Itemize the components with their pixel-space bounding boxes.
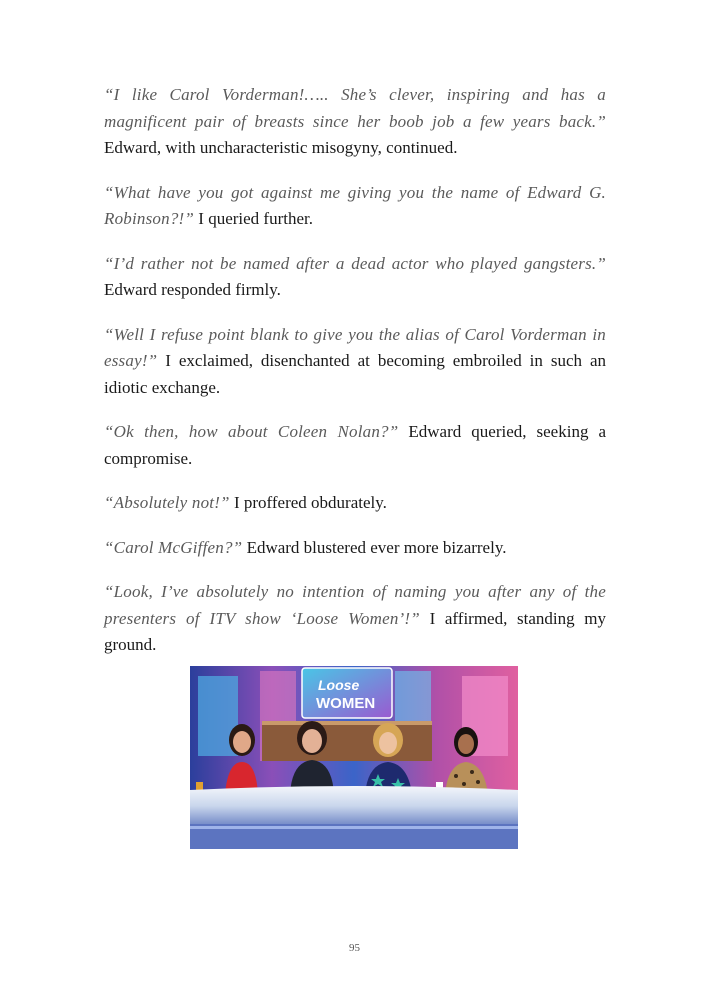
page-number: 95 <box>349 942 360 954</box>
paragraph-3 <box>104 251 606 304</box>
studio-shelf <box>262 721 432 761</box>
studio-photo-illustration <box>190 666 518 849</box>
narration-text: I proffered obdurately. <box>229 493 387 512</box>
loose-women-studio-photo <box>190 666 518 849</box>
shelf-edge <box>262 721 432 725</box>
narration-text: Edward responded firmly. <box>104 280 281 299</box>
paragraph-4 <box>104 322 606 402</box>
narration-text: Edward queried, seeking a compromise. <box>104 422 607 468</box>
narration-text: Edward, with uncharacteristic misogyny, continued. <box>104 138 458 157</box>
logo-text-loose: Loose <box>318 677 360 693</box>
paragraph-5 <box>104 419 606 472</box>
dialogue-quote: “What have you got against me giving you the name of Edward G. Robinson?!” <box>104 182 606 228</box>
dialogue-quote: “Well I refuse point blank to give you the alias of Carol Vorderman in essay!” <box>104 324 606 370</box>
dialogue-quote: “Ok then, how about Coleen Nolan?” <box>104 422 399 441</box>
narration-text: I exclaimed, disenchanted at becoming embroiled in such an idiotic exchange. <box>104 351 606 397</box>
narration-text: Edward blustered ever more bizarrely. <box>242 537 507 557</box>
dialogue-quote: “Look, I’ve absolutely no intention of naming you after any of the presenters of ITV show ‘Loose Women’!” <box>104 582 606 628</box>
paragraph-8 <box>104 579 606 659</box>
narration-text: I queried further. <box>194 209 313 228</box>
paragraph-1 <box>104 82 606 162</box>
dialogue-quote: “I’d rather not be named after a dead actor who played gangsters.” <box>104 253 606 273</box>
desk-highlight <box>190 826 518 829</box>
narration-text: I affirmed, standing my ground. <box>104 608 606 654</box>
dialogue-quote: “Carol McGiffen?” <box>104 537 243 557</box>
paragraph-2 <box>104 180 606 233</box>
presenter-desk <box>190 786 518 826</box>
paragraph-7 <box>104 535 606 562</box>
page-body <box>104 82 606 677</box>
dialogue-quote: “Absolutely not!” <box>104 493 230 512</box>
paragraph-6 <box>104 490 606 517</box>
dialogue-quote: “I like Carol Vorderman!….. She’s clever, inspiring and has a magnificent pair of breasts since her boob job a few years back.” <box>104 85 606 131</box>
logo-text-women: WOMEN <box>316 695 376 712</box>
